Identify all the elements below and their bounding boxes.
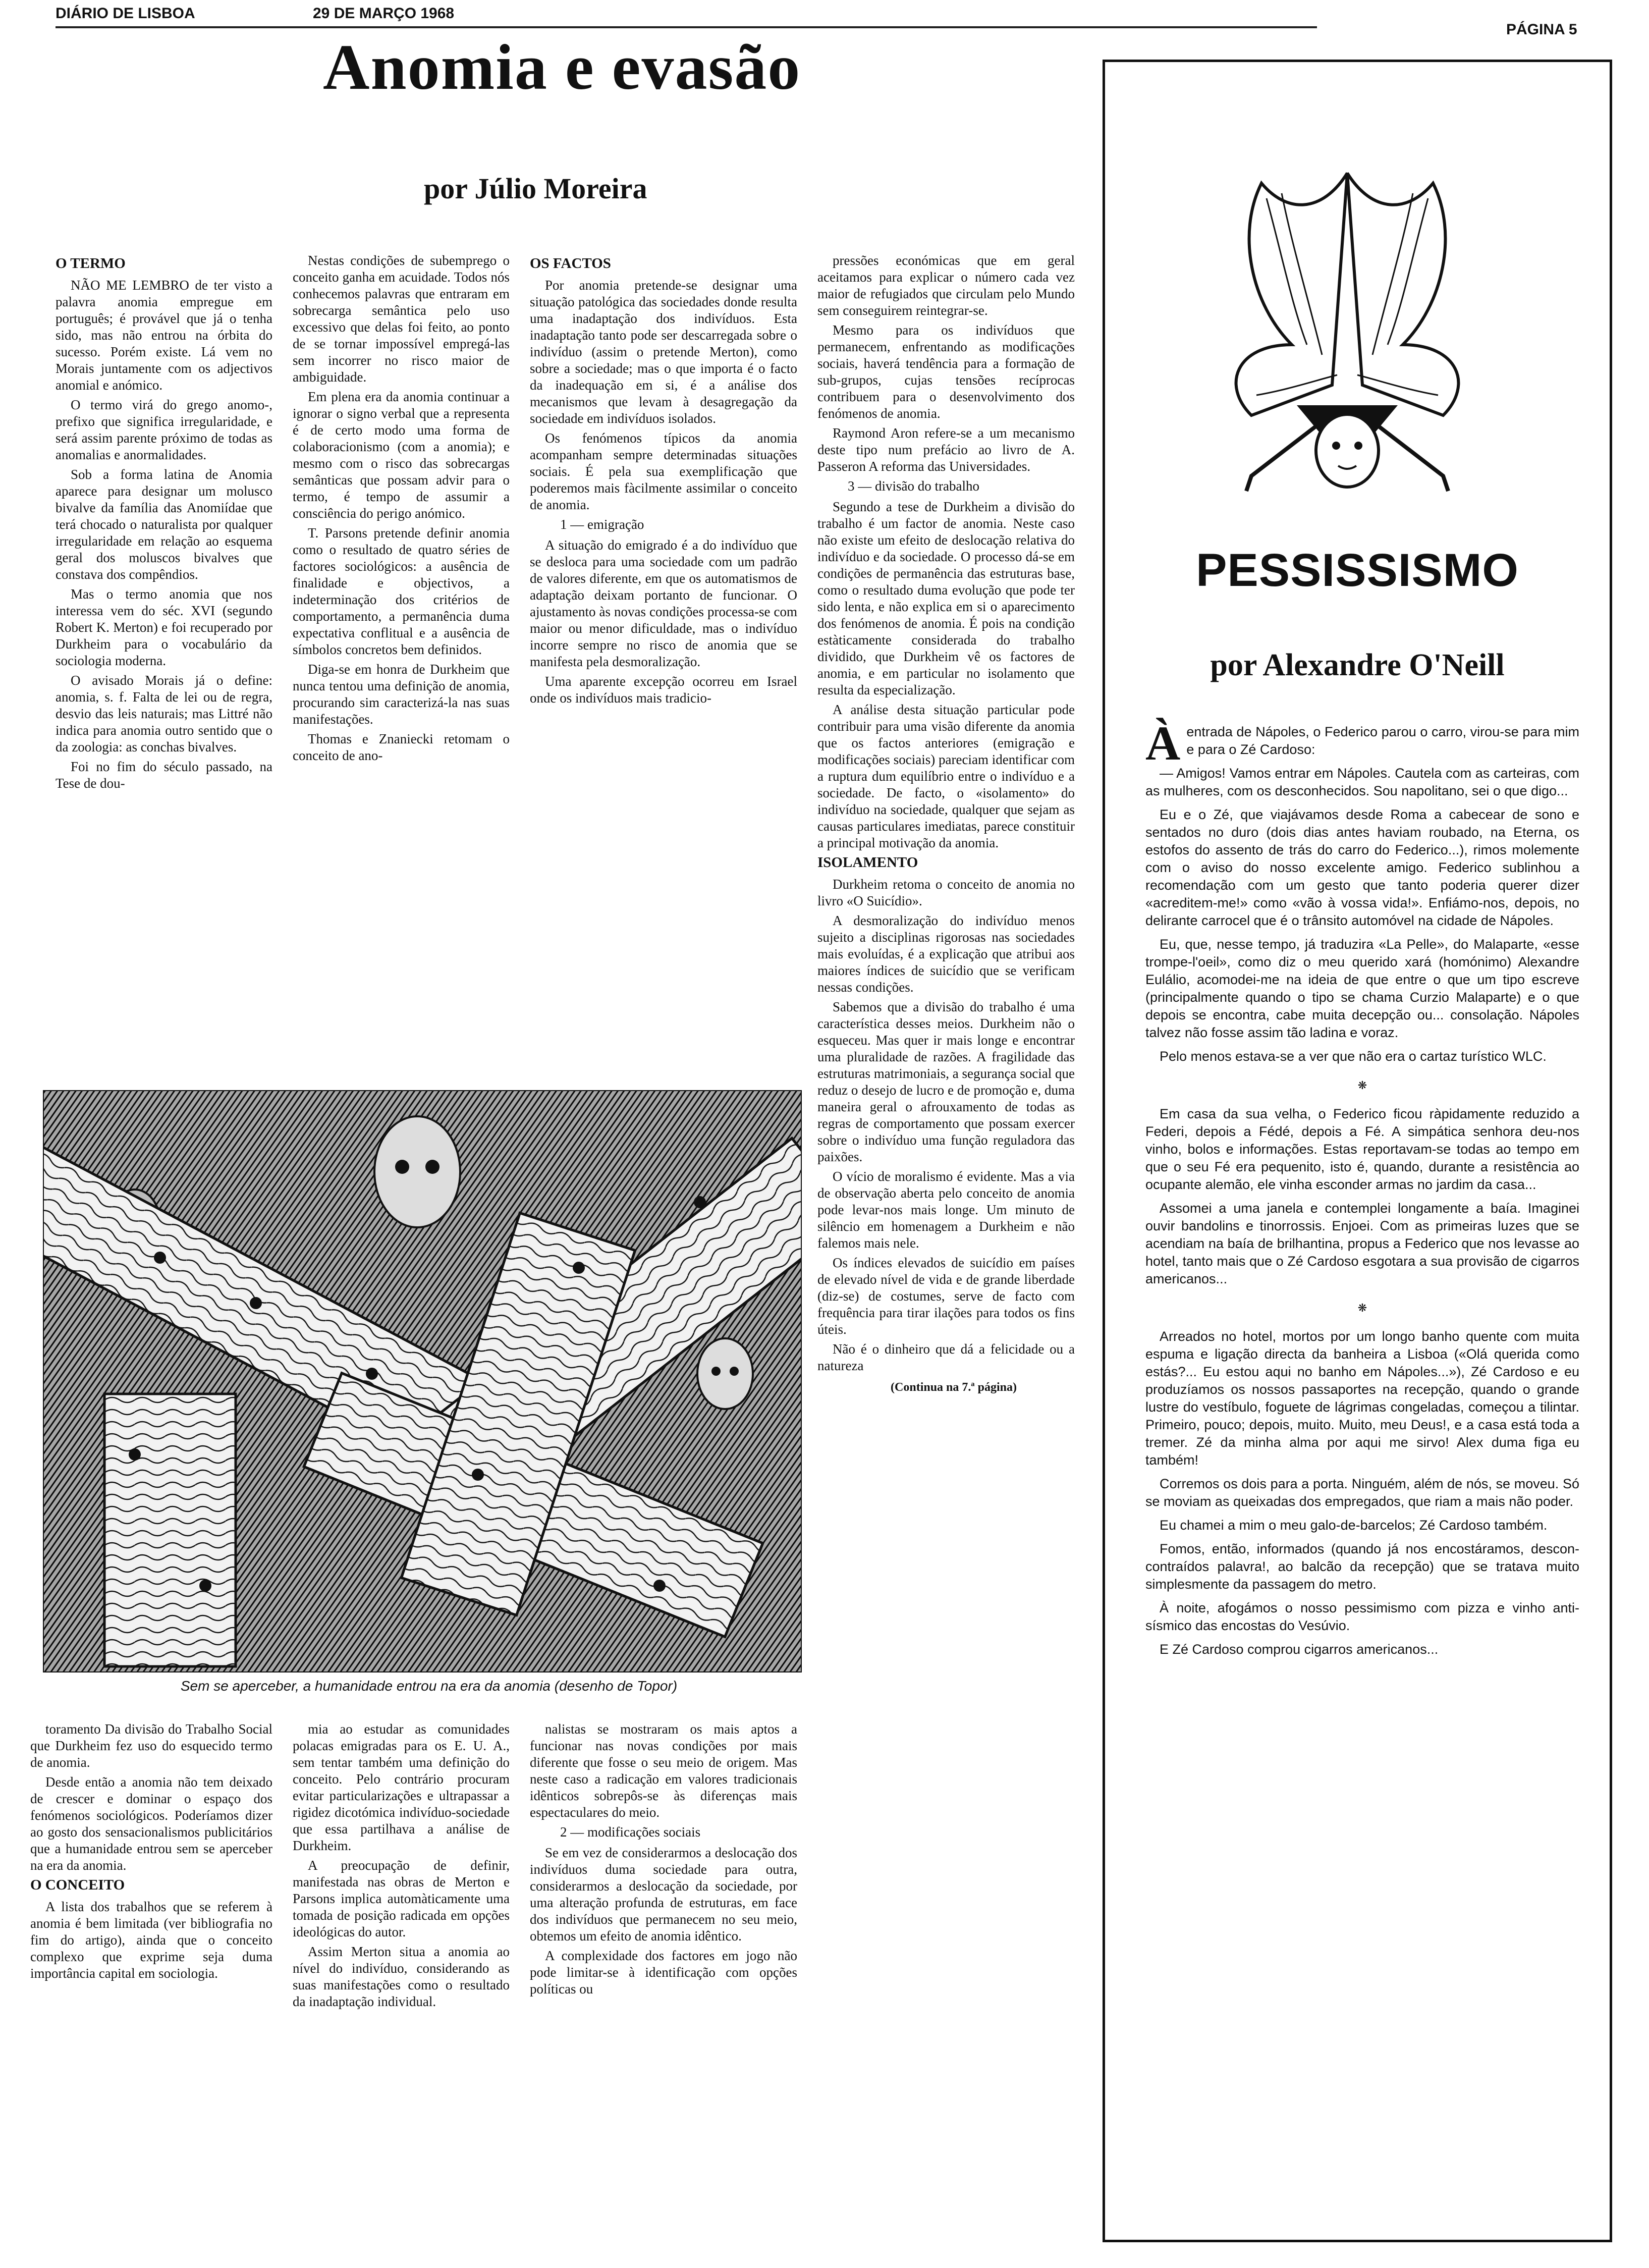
paragraph: Se em vez de considerarmos a deslocação dos indivíduos duma sociedade para outra, considerarmos a deslocação da sociedade, por uma alteração profunda de estruturas, em face dos indivíduos que permanecem no seu meio, obtemos um efeito de anomia idêntico. [530,1845,797,1943]
article-column-4 [817,252,1075,1399]
section-heading: OS FACTOS [530,255,611,272]
article-column-3-top [530,252,797,710]
paragraph: Assim Merton situa a anomia ao nível do indivíduo, considerando as suas manifestações como o resultado da inadaptação individual. [293,1944,510,2009]
paragraph: A situação do emigrado é a do indivíduo que se desloca para uma sociedade com um padrão de valores diferente, em que os automatismos de adaptação deixam portanto de funcionar. O ajustamento às novas condições processa-se com maior ou menor dificuldade, mas o indivíduo incorre sempre no risco de anomia que se manifesta pela desmoralização. [530,537,797,669]
section-heading: ISOLAMENTO [817,854,918,871]
paragraph: Sabemos que a divisão do trabalho é uma característica desses meios. Durkheim não o esqueceu. Mas quer ir mais longe e encontrar uma pluralidade de razões. A fragilidade das estruturas matrimoniais, a segurança social que reduz o desejo de lucro e de promoção e, duma maneira geral o afrouxamento de todas as regras de comportamento que possam exercer sobre o indivíduo uma função reguladora das paixões. [817,999,1075,1164]
paragraph: Raymond Aron refere-se a um mecanismo deste tipo num prefácio ao livro de A. Passeron A reforma das Universidades. [817,425,1075,474]
header-rule [56,26,1317,28]
paragraph: mia ao estudar as comunidades polacas emigradas para os E. U. A., sem tentar também uma definição do conceito. Pelo contrário procuram evitar particularizações e ultrapassar a rigidez dicotómica indivíduo-sociedade que essa partilhava a análise de Durkheim. [293,1721,510,1853]
story-paragraph: E Zé Cardoso comprou cigarros americanos... [1160,1642,1439,1657]
winged-figure-icon [1206,153,1489,536]
article-byline: por Júlio Moreira [424,172,647,205]
section-divider-icon: ❋ [1357,1302,1367,1314]
sidebar-byline: por Alexandre O'Neill [1210,648,1505,682]
paragraph: Os fenómenos típicos da anomia acompanham sempre determinadas situações sociais. É pela sua exemplificação que poderemos mais fàcilmente assimilar o conceito de anomia. [530,430,797,512]
story-paragraph: — Amigos! Vamos entrar em Nápoles. Cautela com as carteiras, com as mulheres, com os desconhecidos. Sou napolitano, sei o que digo... [1145,766,1579,798]
paragraph: Durkheim retoma o conceito de anomia no livro «O Suicídio». [817,877,1075,908]
paragraph: Não é o dinheiro que dá a felicidade ou a natureza [817,1341,1075,1373]
paragraph: O vício de moralismo é evidente. Mas a via de observação aberta pelo conceito de anomia pode levar-nos mais longe. Um minuto de silêncio em homenagem a Durkheim e não falemos mais nele. [817,1169,1075,1251]
section-heading: O TERMO [56,255,126,272]
paragraph: A desmoralização do indivíduo menos sujeito a disciplinas rigorosas nas sociedades mais evoluídas, é a explicação que atribui aos maiores índices de suicídio que se verificam nessas condições. [817,913,1075,995]
page-number: PÁGINA 5 [1506,21,1577,38]
paragraph: Em plena era da anomia continuar a ignorar o signo verbal que a representa é de certo modo uma forma de colaboracionismo (com a anomia); e mesmo com o risco das sobrecargas semânticas que possam advir para o termo, é tempo de assumir a consciência do perigo anómico. [293,389,510,521]
article-column-3-bottom [530,1721,797,2001]
story-paragraph: Em casa da sua velha, o Federico ficou ràpidamente reduzido a Federi, depois a Fédé, depois a Fé. A simpática senhora deu-nos vinho, bolos e informações. Estas reportavam-se todas ao tempo em que o seu Fé era pequenito, isto é, quando, durante a resistência ao ocupante alemão, ele vinha esconder armas no jardim da casa... [1145,1106,1579,1192]
sidebar-title: PESSISSISMO [1196,545,1519,596]
story-paragraph: À noite, afogámos o nosso pessimismo com pizza e vinho anti-sísmico das encostas do Vesúvio. [1145,1600,1579,1633]
paragraph: toramento Da divisão do Trabalho Social que Durkheim fez uso do esquecido termo de anomia. [30,1721,272,1770]
section-heading: O CONCEITO [30,1877,125,1893]
story-paragraph: Arreados no hotel, mortos por um longo banho quente com muita espuma e ligação directa da banheira a Lisboa («Olá querida como estás?... Eu estou aqui no banho em Nápoles...»), Zé Cardoso e eu produzíamos os nossos passaportes na recepção, quando o grande lustre do vestíbulo, foguete de lágrimas congeladas, começou a tilintar. Primeiro, pouco; depois, muito. Muito, meu Deus!, e a casa está toda a tremer. Zé da minha alma por aqui me sirvo! Alex duma figa eu também! [1145,1329,1579,1468]
story-paragraph: Assomei a uma janela e contemplei longamente a baía. Imaginei ouvir bandolins e tinorrossis. Enjoei. Com as primeiras luzes que se acendiam na baía de brilhantina, propus a Federico que nos levasse ao hotel, tanto mais que o Zé Cardoso esgotara a sua provisão de cigarros americanos... [1145,1201,1579,1286]
paragraph: nalistas se mostraram os mais aptos a funcionar nas novas condições por mais diferente que fosse o seu meio de origem. Mas neste caso a radicação em valores tradicionais idênticos sobrepôs-se às diferenças mais espectaculares do meio. [530,1721,797,1820]
story-paragraph: Corremos os dois para a porta. Ninguém, além de nós, se moveu. Só se moviam as queixadas dos empregados, que riam a mais não poder. [1145,1476,1579,1509]
paragraph: T. Parsons pretende definir anomia como o resultado de quatro séries de factores sociológicos: a ausência de finalidade e objectivos, a indeterminação dos critérios de comportamento, a permanência duma expectativa conflitual e a ausência de símbolos concretos bem definidos. [293,525,510,657]
paragraph: Nestas condições de subemprego o conceito ganha em acuidade. Todos nós conhecemos palavras que entraram em sobrecarga semântica pelo uso excessivo que delas foi feito, ao ponto de se tornar impossível empregá-las sem incorrer no risco maior de ambiguidade. [293,253,510,385]
subsection-heading: 3 — divisão do trabalho [848,478,979,494]
article-title: Anomia e evasão [323,31,801,103]
subsection-heading: 2 — modificações sociais [560,1824,701,1840]
story-paragraph: Pelo menos estava-se a ver que não era o cartaz turístico WLC. [1160,1049,1547,1064]
paragraph: Segundo a tese de Durkheim a divisão do trabalho é um factor de anomia. Neste caso não existe um efeito de deslocação relativa do indivíduo e da sociedade. O processo dá-se em condições de permanência das estruturas base, como o resultado duma evolução que pode ter sido lenta, e não explica em si o aparecimento dos fenómenos de anomia. É pois na condição estàticamente considerada do trabalho dividido, que Durkheim vê os factores de anomia, e em particular no isolamento que resulta da especialização. [817,499,1075,697]
paragraph: O avisado Morais já o define: anomia, s. f. Falta de lei ou de regra, desvio das leis naturais; mas Littré não indica para anomia outro sentido que o da zoologia: as conchas bivalves. [56,673,272,754]
paragraph: A análise desta situação particular pode contribuir para uma visão diferente da anomia que os factos anteriores (emigração e modificações sociais) pareciam identificar com a ruptura dum equilíbrio entre o indivíduo e a sociedade. De facto, o «isolamento» do indivíduo na sociedade, qualquer que sejam as causas particulares imediatas, parece constituir a principal motivação da anomia. [817,702,1075,850]
story-paragraph: Eu chamei a mim o meu galo-de-barcelos; Zé Cardoso também. [1160,1518,1548,1533]
story-opening-text: entrada de Nápoles, o Federico parou o carro, virou-se para mim e para o Zé Cardoso: [1186,724,1579,757]
subsection-heading: 1 — emigração [560,517,644,532]
story-paragraph: Eu e o Zé, que viajávamos desde Roma a cabecear de sono e sentados no duro (dois dias antes haviam roubado, na Eterna, os estofos do assento de trás do carro do Federico...), rimos molemente com o aviso do nosso excelente amigo. Federico sublinhou a recomendação com um gesto que tanto poderia querer dizer «acreditem-me!» como «vão à vossa vida!». Enfiámo-nos, depois, no delirante carrocel que é o trânsito automóvel na cidade de Nápoles. [1145,807,1579,928]
section-divider-icon: ❋ [1357,1079,1367,1092]
article-column-1-bottom [30,1721,272,1985]
paragraph: O termo virá do grego anomo-, prefixo que significa irregularidade, e será assim parente próximo de todas as anomalias e anormalidades. [56,397,272,462]
paragraph: Sob a forma latina de Anomia aparece para designar um molusco bivalve da família das Anomiídae que terá chocado o naturalista por qualquer irregularidade em relação ao esquema geral dos moluscos bivalves que constava dos compêndios. [56,467,272,582]
topor-illustration [43,1090,802,1672]
paragraph: A lista dos trabalhos que se referem à anomia é bem limitada (ver bibliografia no fim do artigo), ainda que o conceito complexo que exprime seja duma importância capital em sociologia. [30,1899,272,1981]
paragraph: Uma aparente excepção ocorreu em Israel onde os indivíduos mais tradicio- [530,674,797,706]
paragraph: Foi no fim do século passado, na Tese de dou- [56,759,272,791]
story-first-paragraph [1145,716,1579,770]
story-paragraph: Fomos, então, informados (quando já nos encostáramos, descon-contraídos palavra!, ao balcão da recepção) que se tratava muito simplesmente da passagem do metro. [1145,1541,1579,1592]
paragraph: NÃO ME LEMBRO de ter visto a palavra anomia empregue em português; é provável que já o tenha sido, mas não entrou na órbita do sucesso. Porém existe. Lá vem no Morais juntamente com os adjectivos anomial e anómico. [56,278,272,393]
paragraph: Thomas e Znaniecki retomam o conceito de ano- [293,731,510,763]
paragraph: A complexidade dos factores em jogo não pode limitar-se à identificação com opções políticas ou [530,1948,797,1996]
wooden-crosses-drawing-icon [44,1091,801,1671]
paragraph: pressões económicas que em geral aceitamos para explicar o número cada vez maior de refugiados que circulam pelo Mundo sem conseguirem reintegrar-se. [817,253,1075,318]
paragraph: Diga-se em honra de Durkheim que nunca tentou uma definição de anomia, procurando sim caracterizá-la nas suas manifestações. [293,662,510,727]
illustration-caption: Sem se aperceber, a humanidade entrou na era da anomia (desenho de Topor) [180,1678,678,1694]
article-column-1-top [56,252,272,795]
paper-name: DIÁRIO DE LISBOA [56,5,195,22]
story-section-1 [1145,765,1579,1065]
paragraph: Mesmo para os indivíduos que permanecem, enfrentando as modificações sociais, haverá tendência para a formação de sub-grupos, cujas tensões recíprocas contribuem para o desenvolvimento dos fenómenos de anomia. [817,322,1075,421]
story-section-2 [1145,1105,1579,1288]
paragraph: Por anomia pretende-se designar uma situação patológica das sociedades donde resulta uma inadaptação dos indivíduos. Esta inadaptação tanto pode ser descarregada sobre o indivíduo (assim o pretende Merton), como sobre a sociedade; mas o que importa é o facto da inadequação em si, é a análise dos mecanismos que levam à desagregação da sociedade em indivíduos isolados. [530,278,797,426]
article-column-2-top [293,252,510,767]
paragraph: Mas o termo anomia que nos interessa vem do séc. XVI (segundo Robert K. Merton) e foi recuperado por Durkheim para o vocabulário da sociologia moderna. [56,586,272,668]
paragraph: Desde então a anomia não tem deixado de crescer e dominar o espaço dos fenómenos sociológicos. Poderíamos dizer ao gosto dos sensacionalismos publicitários que a humanidade entrou sem se aperceber na era da anomia. [30,1774,272,1873]
sidebar-story [1145,716,1579,1664]
story-section-3 [1145,1328,1579,1658]
sidebar-box [1103,60,1612,2242]
paragraph: Os índices elevados de suicídio em países de elevado nível de vida e de grande liberdade (diz-se) de costumes, serve de facto com frequência para tirar ilações para todos os fins úteis. [817,1255,1075,1337]
story-paragraph: Eu, que, nesse tempo, já traduzira «La Pelle», do Malaparte, «esse trompe-l'oeil», como diz o meu querido xará (homónimo) Alexandre Eulálio, acomodei-me na ideia de que entre o que um tipo escreve (principalmente quando o tipo se chama Curzio Malaparte) e o que depois se encontra, cabe muita decepção ou... consolação. Nápoles talvez não fosse assim tão ladina e voraz. [1145,937,1579,1040]
issue-date: 29 DE MARÇO 1968 [313,5,455,22]
drop-cap: À [1145,716,1181,770]
paragraph: A preocupação de definir, manifestada nas obras de Merton e Parsons implica automàticamente uma tomada de posição radicada em opções ideológicas do autor. [293,1858,510,1939]
article-column-2-bottom [293,1721,510,2013]
continuation-note: (Continua na 7.ª página) [891,1381,1017,1394]
